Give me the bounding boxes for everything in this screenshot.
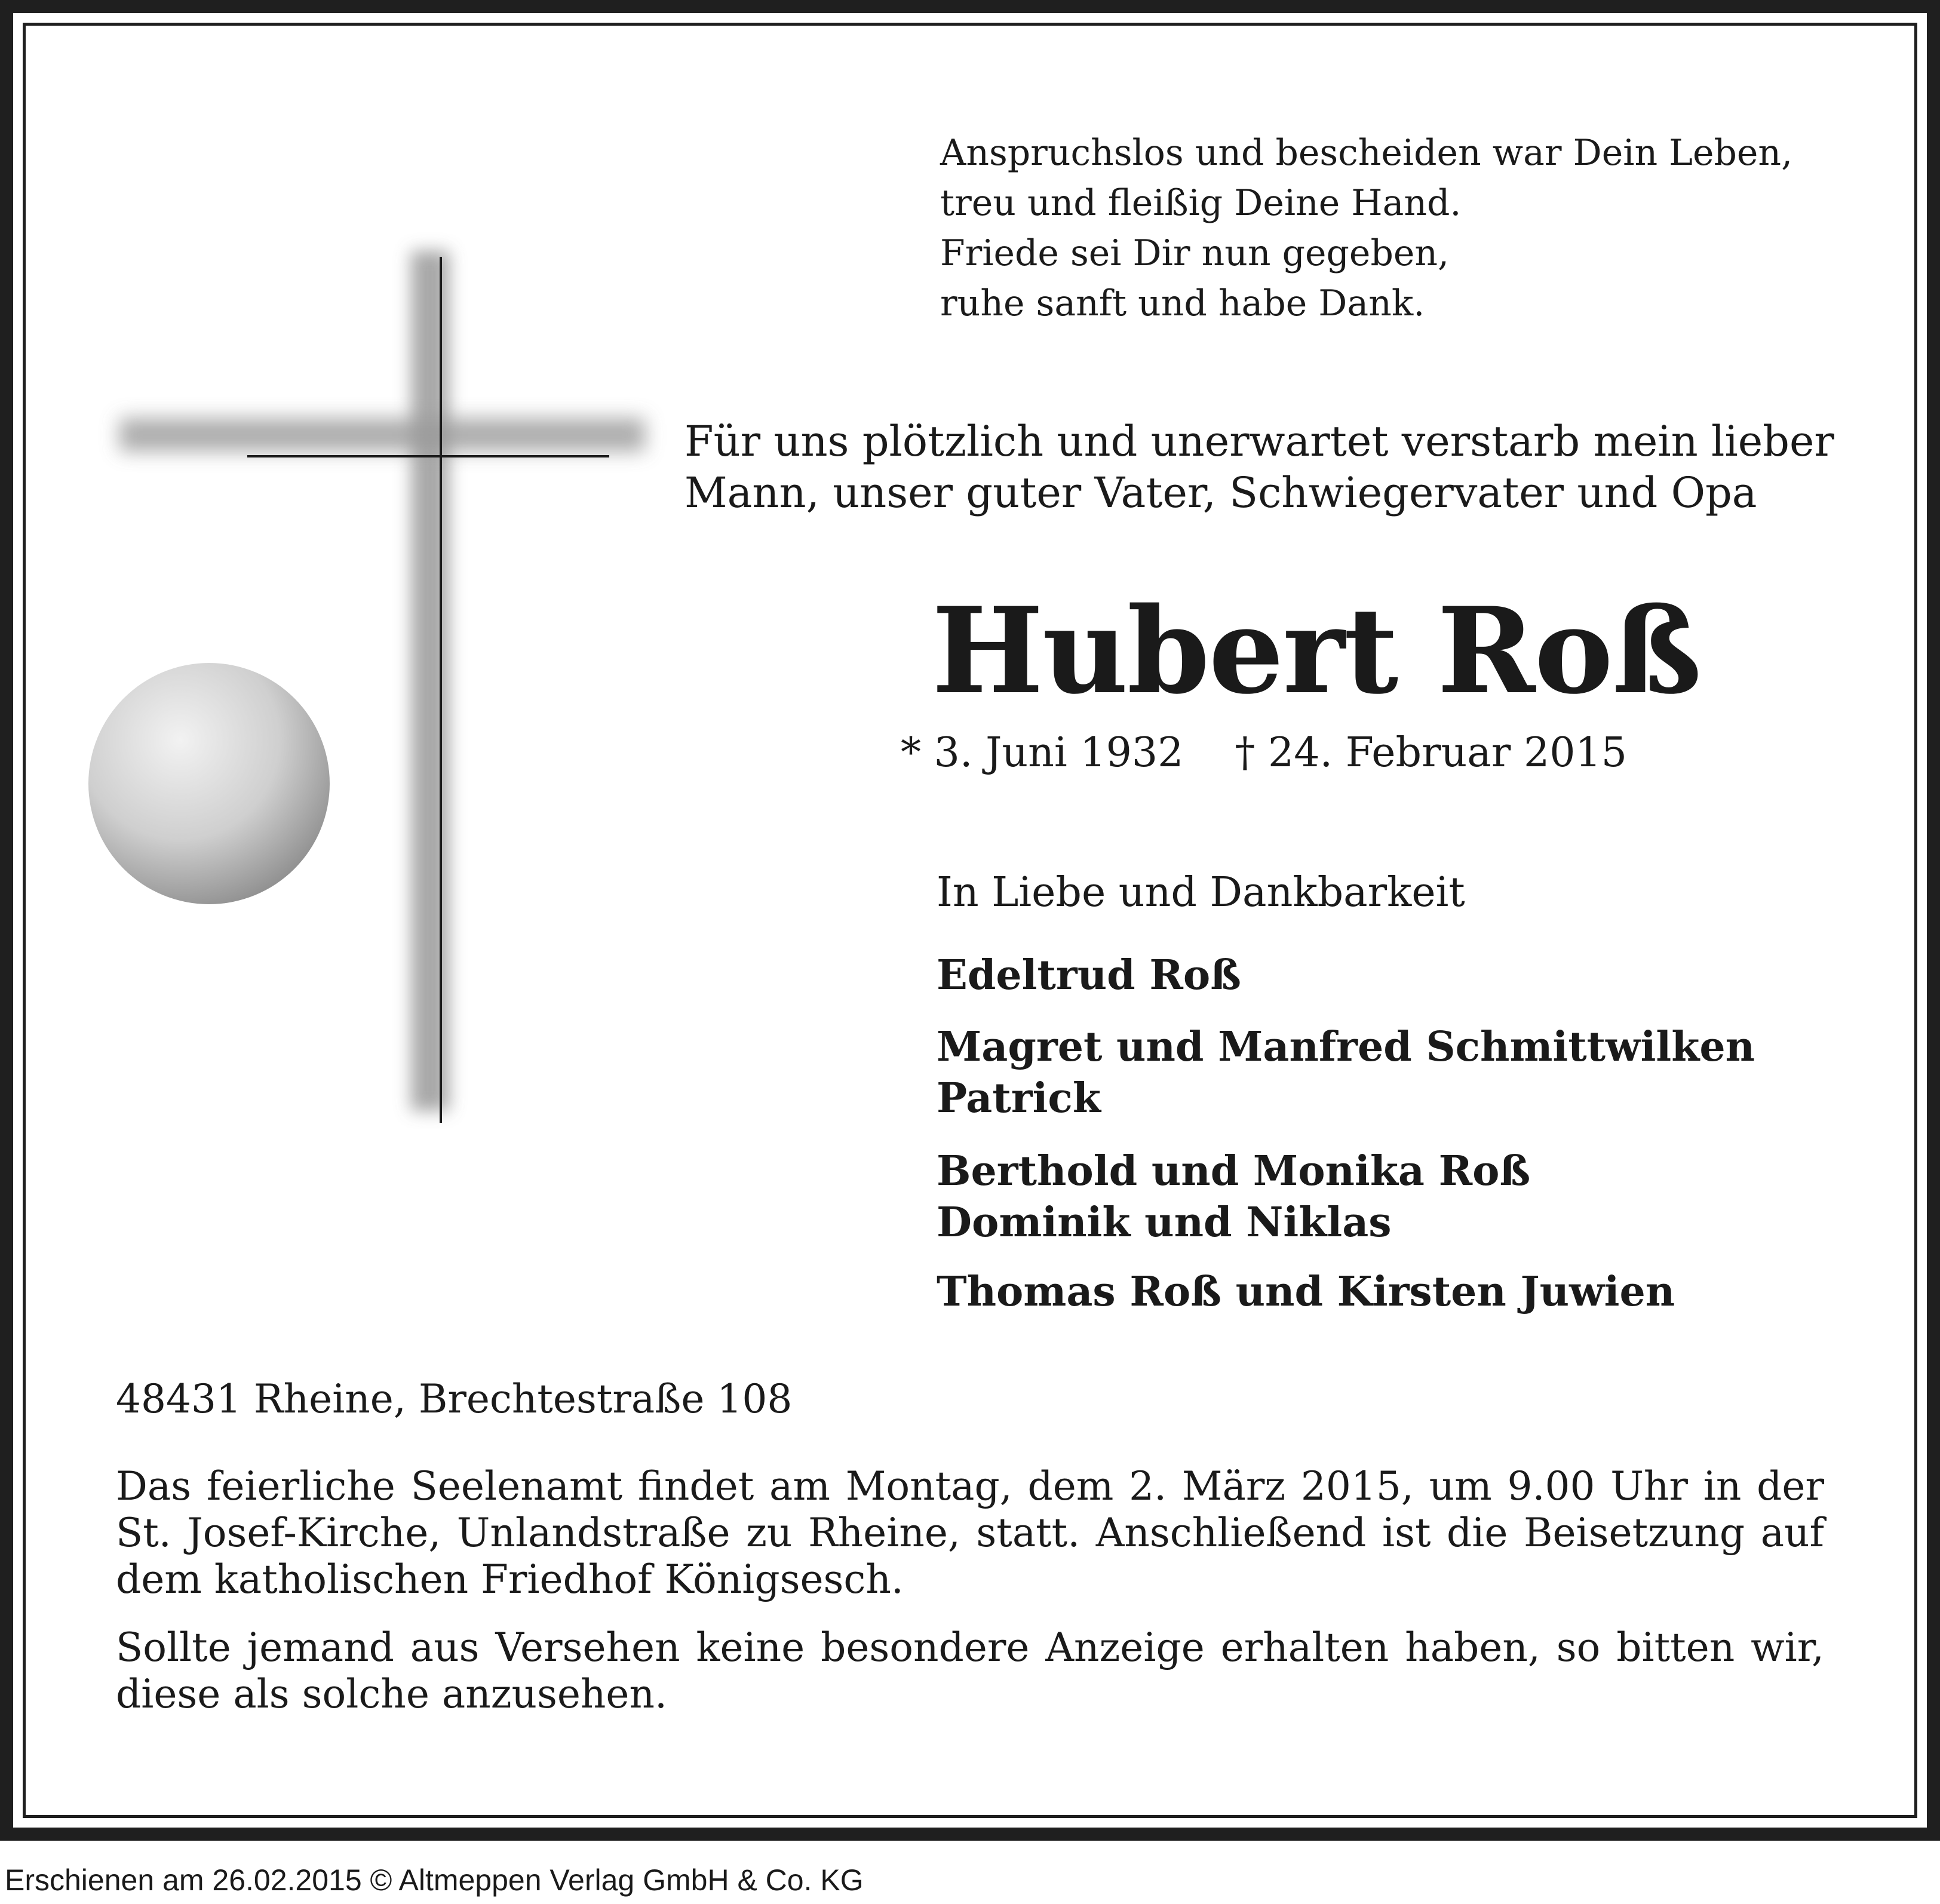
mourner-name: Dominik und Niklas bbox=[937, 1199, 1392, 1246]
poem-line: treu und fleißig Deine Hand. bbox=[940, 182, 1462, 224]
poem-line: ruhe sanft und habe Dank. bbox=[940, 282, 1425, 324]
death-date: † 24. Februar 2015 bbox=[1235, 729, 1628, 776]
life-dates bbox=[901, 727, 1627, 779]
poem bbox=[940, 128, 1792, 328]
cross-sphere-illustration bbox=[84, 227, 669, 1159]
intro-line: Mann, unser guter Vater, Schwiegervater und Opa bbox=[684, 468, 1757, 517]
death-announcement-intro bbox=[684, 416, 1834, 518]
deceased-name: Hubert Roß bbox=[932, 581, 1701, 720]
sphere-icon bbox=[88, 663, 330, 904]
poem-line: Anspruchslos und bescheiden war Dein Leben, bbox=[940, 132, 1793, 174]
intro-line: Für uns plötzlich und unerwartet verstarb mein lieber bbox=[684, 417, 1834, 466]
mourner-name: Edeltrud Roß bbox=[937, 951, 1241, 999]
address: 48431 Rheine, Brechtestraße 108 bbox=[116, 1376, 793, 1422]
mourner-name: Patrick bbox=[937, 1074, 1101, 1122]
mourner-group bbox=[937, 1021, 1755, 1124]
birth-date: * 3. Juni 1932 bbox=[901, 729, 1184, 776]
poem-line: Friede sei Dir nun gegeben, bbox=[940, 232, 1450, 274]
mourner-name: Magret und Manfred Schmittwilken bbox=[937, 1023, 1755, 1071]
mourner-group bbox=[937, 950, 1241, 1001]
mourner-group bbox=[937, 1266, 1675, 1318]
notice-paragraph: Sollte jemand aus Versehen keine besondere Anzeige erhalten haben, so bitten wir, diese als solche anzusehen. bbox=[116, 1624, 1824, 1717]
mourner-name: Berthold und Monika Roß bbox=[937, 1147, 1531, 1195]
publication-footer: Erschienen am 26.02.2015 © Altmeppen Verlag GmbH & Co. KG bbox=[5, 1863, 864, 1897]
mourner-group bbox=[937, 1146, 1530, 1248]
service-info-paragraph: Das feierliche Seelenamt findet am Montag, dem 2. März 2015, um 9.00 Uhr in der St. Josef-Kirche, Unlandstraße zu Rheine, statt. Anschließend ist die Beisetzung auf dem katholischen Friedhof Königsesch. bbox=[116, 1463, 1824, 1602]
mourners-heading: In Liebe und Dankbarkeit bbox=[937, 869, 1465, 916]
mourner-name: Thomas Roß und Kirsten Juwien bbox=[937, 1268, 1675, 1316]
